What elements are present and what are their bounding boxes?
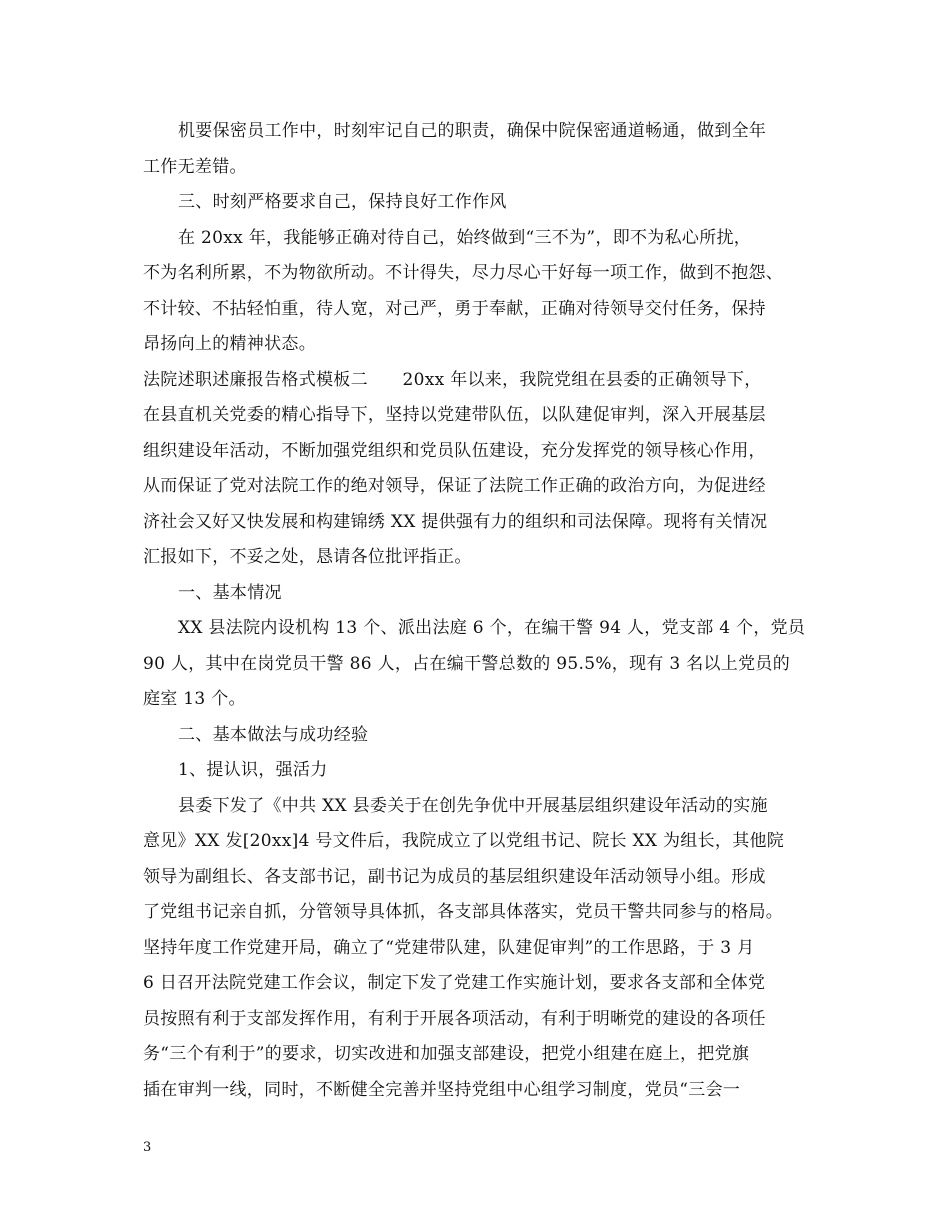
text-line: 法院述职述廉报告格式模板二 20xx 年以来，我院党组在县委的正确领导下，	[143, 370, 762, 390]
text-line: 汇报如下，不妥之处，恳请各位批评指正。	[143, 547, 472, 567]
subsection-heading: 1、提认识，强活力	[178, 760, 328, 780]
section-heading: 一、基本情况	[178, 583, 282, 603]
text-line: 90 人，其中在岗党员干警 86 人，占在编干警总数的 95.5%，现有 3 名以上党员的	[143, 654, 791, 674]
text-line: 从而保证了党对法院工作的绝对领导，保证了法院工作正确的政治方向，为促进经	[143, 476, 766, 496]
text-line: 员按照有利于支部发挥作用，有利于开展各项活动，有利于明晰党的建设的各项任	[143, 1009, 766, 1029]
text-line: 机要保密员工作中，时刻牢记自己的职责，确保中院保密通道畅通，做到全年	[178, 121, 767, 141]
text-line: 不计较、不拈轻怕重，待人宽，对己严，勇于奉献，正确对待领导交付任务，保持	[143, 299, 766, 319]
section-heading: 三、时刻严格要求自己，保持良好工作作风	[178, 192, 507, 212]
text-line: 组织建设年活动，不断加强党组织和党员队伍建设，充分发挥党的领导核心作用，	[143, 441, 766, 461]
text-line: 县委下发了《中共 XX 县委关于在创先争优中开展基层组织建设年活动的实施	[178, 796, 768, 816]
text-line: XX 县法院内设机构 13 个、派出法庭 6 个，在编干警 94 人，党支部 4 个，党员	[178, 618, 806, 638]
text-line: 在 20xx 年，我能够正确对待自己，始终做到“三不为”，即不为私心所扰，	[178, 228, 752, 248]
text-line: 不为名利所累，不为物欲所动。不计得失，尽力尽心干好每一项工作，做到不抱怨、	[143, 263, 784, 283]
text-line: 了党组书记亲自抓，分管领导具体抓，各支部具体落实，党员干警共同参与的格局。	[143, 902, 784, 922]
text-line: 济社会又好又快发展和构建锦绣 XX 提供强有力的组织和司法保障。现将有关情况	[143, 512, 768, 532]
text-line: 坚持年度工作党建开局，确立了“党建带队建，队建促审判”的工作思路，于 3 月	[143, 938, 755, 958]
text-line: 插在审判一线，同时，不断健全完善并坚持党组中心组学习制度，党员“三会一	[143, 1080, 741, 1100]
page-number: 3	[143, 1140, 152, 1155]
text-line: 昂扬向上的精神状态。	[143, 334, 316, 354]
section-heading: 二、基本做法与成功经验	[178, 725, 369, 745]
text-line: 领导为副组长、各支部书记，副书记为成员的基层组织建设年活动领导小组。形成	[143, 867, 766, 887]
text-line: 庭室 13 个。	[143, 689, 246, 709]
text-line: 工作无差错。	[143, 157, 247, 177]
text-line: 在县直机关党委的精心指导下，坚持以党建带队伍，以队建促审判，深入开展基层	[143, 405, 766, 425]
text-line: 6 日召开法院党建工作会议，制定下发了党建工作实施计划，要求各支部和全体党	[143, 973, 766, 993]
text-line: 务“三个有利于”的要求，切实改进和加强支部建设，把党小组建在庭上，把党旗	[143, 1044, 750, 1064]
text-line: 意见》XX 发[20xx]4 号文件后，我院成立了以党组书记、院长 XX 为组长，其他院	[143, 831, 785, 851]
